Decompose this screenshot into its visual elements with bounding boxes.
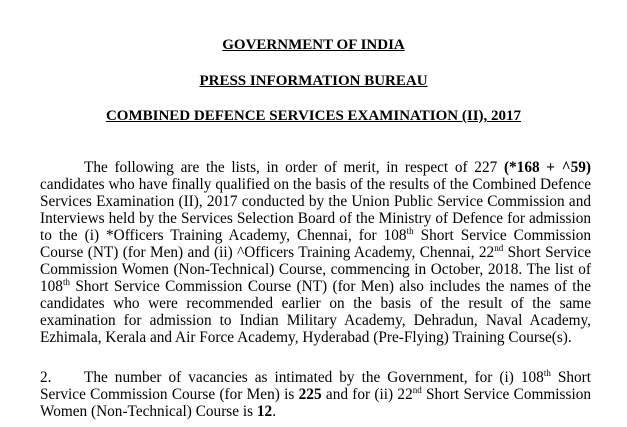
para1-line-2: candidates who have finally qualified on the basis of the results of the Combined Defence (40, 176, 591, 193)
heading-exam-title: COMBINED DEFENCE SERVICES EXAMINATION (II), 2017 (105, 108, 522, 124)
count-breakdown: (*168 + ^59) (503, 159, 591, 176)
vacancy-count-women: 12 (256, 403, 273, 420)
para1-line-6: Course (NT) (for Men) and (ii) ^Officers Training Academy, Chennai, 22nd Short Service (40, 243, 591, 261)
para1-line-5: to the (i) *Officers Training Academy, Chennai, for 108th Short Service Commission (40, 226, 592, 244)
para1-line-1: The following are the lists, in order of merit, in respect of 227 (*168 + ^59) (84, 159, 591, 176)
vacancy-count-men: 225 (298, 386, 322, 403)
para2-line-3: Women (Non-Technical) Course is 12. (40, 403, 277, 420)
para1-line-9: candidates who were recommended earlier on the basis of the result of the same (40, 295, 591, 312)
para1-line-8: 108th Short Service Commission Course (NT) (for Men) also includes the names of the (40, 277, 591, 295)
para1-line-7: Commission Women (Non-Technical) Course, commencing in October, 2018. The list of (40, 261, 591, 278)
heading-press-bureau: PRESS INFORMATION BUREAU (199, 73, 428, 89)
para1-line-4: Interviews held by the Services Selection Board of the Ministry of Defence for admission (40, 210, 591, 227)
heading-government: GOVERNMENT OF INDIA (222, 37, 405, 53)
para2-number: 2. (40, 369, 52, 386)
para2-line-2: Service Commission Course (for Men) is 225 and for (ii) 22nd Short Service Commission (40, 385, 591, 403)
para1-line-11: Ezhimala, Kerala and Air Force Academy, Hyderabad (Pre-Flying) Training Course(s). (40, 329, 572, 346)
para1-line-10: examination for admission to Indian Military Academy, Dehradun, Naval Academy, (40, 312, 591, 329)
para1-line-3: Services Examination (II), 2017 conducted by the Union Public Service Commission and (40, 193, 591, 210)
para2-line-1: The number of vacancies as intimated by the Government, for (i) 108th Short (84, 368, 591, 386)
